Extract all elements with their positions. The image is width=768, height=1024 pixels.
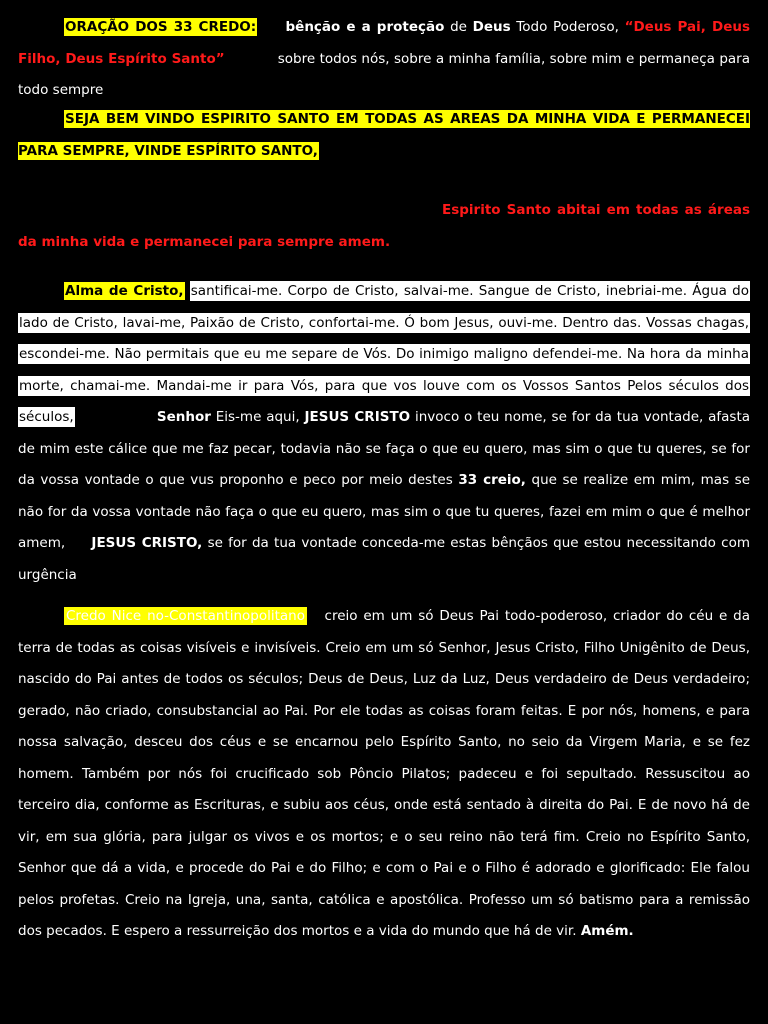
blessing-text: bênção e a proteção: [285, 19, 445, 35]
almighty-text: Todo Poderoso,: [516, 19, 619, 35]
creed-label: Credo Nice no-Constantinopolitano: [66, 608, 305, 624]
creed-paragraph: [18, 601, 750, 948]
creed-count-text: 33 creio,: [458, 472, 526, 488]
trinity-text: “Deus Pai, Deus Filho, Deus Espírito Santo”: [18, 19, 751, 67]
anima-text: santificai-me. Corpo de Cristo, salvai-me. Sangue de Cristo, inebriai-me. Água do lado de Cristo, lavai-me, Paixão de Cristo, confortai-me. Ó bom Jesus, ouvi-me. Dentro das. Vossas chagas, escondei-me. Não permitais que eu me separe de Vós. Do inimigo maligno defendei-me. Na hora da minha morte, chamai-me. Mandai-me ir para Vós, para que vos louve com os Vossos Santos Pelos séculos dos séculos,: [19, 283, 749, 425]
jesus-cristo-text: JESUS CRISTO: [304, 409, 411, 425]
anima-label: Alma de Cristo,: [65, 283, 184, 299]
plea-text-5: se for da tua vontade conceda-me estas bênçãos que estou necessitando com urgência: [18, 535, 750, 583]
plea-text-1: Eis-me aqui,: [215, 409, 300, 425]
plea-text-3: se for da tua vontade, afasta de mim este cálice que me faz pecar, todavia não se faça o que eu quero, mas sim o que tu queres, se for da vossa vontade o que vus proponho e peco por meio destes: [18, 409, 751, 488]
creed-text: creio em um só Deus Pai todo-poderoso, criador do céu e da terra de todas as coisas visíveis e invisíveis. Creio em um só Senhor, Jesus Cristo, Filho Unigênito de Deus, nascido do Pai antes de todos os séculos; Deus de Deus, Luz da Luz, Deus verdadeiro de Deus verdadeiro; gerado, não criado, consubstancial ao Pai. Por ele todas as coisas foram feitas. E por nós, homens, e para nossa salvação, desceu dos céus e se encarnou pelo Espírito Santo, no seio da Virgem Maria, e se fez homem. Também por nós foi crucificado sob Pôncio Pilatos; padeceu e foi sepultado. Ressuscitou ao terceiro dia, conforme as Escrituras, e subiu aos céus, onde está sentado à direita do Pai. E de novo há de vir, em sua glória, para julgar os vivos e os mortos; e o seu reino não terá fim. Creio no Espírito Santo, Senhor que dá a vida, e procede do Pai e do Filho; e com o Pai e o Filho é adorado e glorificado: Ele falou pelos profetas. Creio na Igreja, una, santa, católica e apostólica. Professo um só batismo para a remissão dos pecados. E espero a ressurreição dos mortos e a vida do mundo que há de vir.: [18, 608, 750, 939]
plea-text-4: que se realize em mim, mas se não for da vossa vontade não faça o que eu quero, mas sim o que tu queres, fazei em mim o que é melhor amem,: [18, 472, 751, 551]
holy-spirit-text: Espirito Santo abitai em todas as áreas da minha vida e permanecei para sempre amem.: [18, 202, 750, 250]
plea-text-2: invoco o teu nome,: [414, 409, 547, 425]
jesus-cristo-text-2: JESUS CRISTO,: [91, 535, 203, 551]
god-text: Deus: [472, 19, 511, 35]
holy-spirit-paragraph: [18, 195, 750, 258]
senhor-text: Senhor: [156, 409, 211, 425]
welcome-paragraph: [18, 104, 750, 167]
prayer-heading: ORAÇÃO DOS 33 CREDO:: [65, 19, 257, 35]
welcome-text: SEJA BEM VINDO ESPIRITO SANTO EM TODAS AS AREAS DA MINHA VIDA E PERMANECEI PARA SEMPRE, VINDE ESPÍRITO SANTO,: [18, 111, 750, 159]
intro-paragraph: [18, 12, 750, 107]
anima-paragraph: [18, 276, 750, 591]
intro-rest-text: sobre todos nós, sobre a minha família, sobre mim e permaneça para todo sempre: [18, 50, 750, 98]
amen-text: Amém.: [580, 923, 634, 939]
of-text: de: [450, 19, 467, 35]
